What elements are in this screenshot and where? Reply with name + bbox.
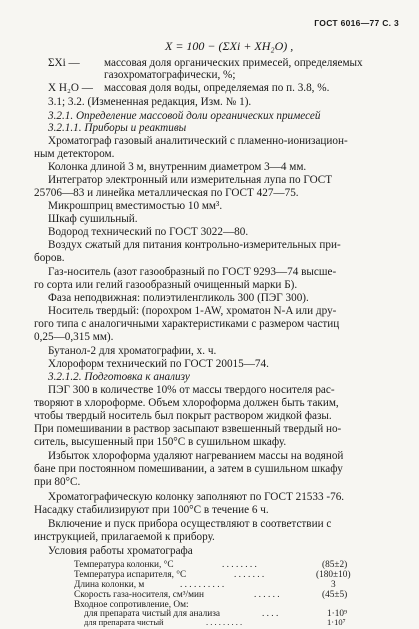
text-line: Воздух сжатый для питания контрольно-измерительных при- xyxy=(48,239,341,251)
text-line: Шкаф сушильный. xyxy=(48,213,138,225)
condition-dots: . . . . . . . . xyxy=(222,560,257,570)
formula: X = 100 − (ΣXi + XH₂O) , xyxy=(165,39,294,53)
text-line: Хлороформ технический по ГОСТ 20015—74. xyxy=(48,358,269,370)
condition-dots: . . . . . . xyxy=(254,590,280,600)
text-line: Хроматографическую колонку заполняют по ГОСТ 21533 -76. xyxy=(48,491,345,503)
text-line: Водород технический по ГОСТ 3022—80. xyxy=(48,226,249,238)
condition-label: для препарата чистый xyxy=(84,617,164,627)
text-line: ПЭГ 300 в количестве 10% от массы твердого носителя рас- xyxy=(48,384,335,396)
text-line: бане при постоянном помешивании, а затем в сушильном шкафу xyxy=(34,463,343,475)
condition-label: Температура колонки, °С xyxy=(74,560,174,570)
condition-dots: . . . . . . . xyxy=(234,570,265,580)
condition-label: Входное сопротивление, Ом: xyxy=(74,600,189,610)
text-line: Носитель твердый: (порохром 1-AW, хроматон N-A или дру- xyxy=(48,305,337,317)
def-water-symbol: X H₂O — xyxy=(48,82,93,94)
condition-value: 3 xyxy=(331,580,336,590)
def-sum-symbol: ΣXi — xyxy=(48,57,80,69)
text-line: Микрошприц вместимостью 10 мм³. xyxy=(48,200,223,212)
def-sum-text-cont: газохроматографически, %; xyxy=(104,69,236,81)
condition-dots: . . . . . . . . . xyxy=(206,617,243,627)
text-line: Хроматограф газовый аналитический с пламенно-ионизацион- xyxy=(48,135,348,147)
text-line: Колонка длиной 3 м, внутренним диаметром 3—4 мм. xyxy=(48,161,307,173)
text-line: Бутанол-2 для хроматографии, х. ч. xyxy=(48,345,217,357)
condition-label: для препарата чистый для анализа xyxy=(84,609,221,619)
def-water-text: массовая доля воды, определяемая по п. 3.8, %. xyxy=(104,82,330,94)
text-line: инструкцией, прилагаемой к прибору. xyxy=(34,531,215,543)
condition-value: (85±2) xyxy=(322,560,348,570)
text-line: творяют в хлороформе. Объем хлороформа должен быть таким, xyxy=(34,397,339,409)
text-line: Включение и пуск прибора осуществляют в соответствии с xyxy=(48,518,332,530)
text-line: 0,25—0,315 мм). xyxy=(34,331,114,343)
condition-value: (45±5) xyxy=(322,590,348,600)
text-line: Интегратор электронный или измерительная лупа по ГОСТ xyxy=(48,174,333,186)
text-line: При помешивании в раствор засыпают взвешенный твердый но- xyxy=(34,423,342,435)
text-line: ным детектором. xyxy=(34,148,115,160)
condition-dots: . . . . xyxy=(262,609,279,619)
page-header: ГОСТ 6016—77 С. 3 xyxy=(314,18,399,28)
text-line: чтобы твердый носитель был покрыт раствором жидкой фазы. xyxy=(34,410,332,422)
subsection-title: 3.2.1.1. Приборы и реактивы xyxy=(48,122,187,134)
def-sum-text: массовая доля органических примесей, определяемых xyxy=(104,57,363,69)
text-line: 25706—83 и линейка металлическая по ГОСТ 427—75. xyxy=(34,187,299,199)
text-line: Фаза неподвижная: полиэтиленгликоль 300 (ПЭГ 300). xyxy=(48,292,309,304)
condition-value: 1·10⁹ xyxy=(327,609,348,619)
section-title: 3.2.1. Определение массовой доли органических примесей xyxy=(48,110,321,122)
text-line: боров. xyxy=(34,252,65,264)
conditions-heading: Условия работы хроматографа xyxy=(48,545,193,557)
text-line: гого типа с аналогичными характеристиками с размером частиц xyxy=(34,318,340,330)
text-line: при 80°С. xyxy=(34,476,81,488)
condition-label: Скорость газа-носителя, см³/мин xyxy=(74,590,204,600)
text-line: Газ-носитель (азот газообразный по ГОСТ 9293—74 высше- xyxy=(48,266,337,278)
condition-value: (180±10) xyxy=(316,570,351,580)
amendment-note: 3.1; 3.2. (Измененная редакция, Изм. № 1). xyxy=(48,96,252,108)
condition-label: Длина колонки, м xyxy=(74,580,145,590)
condition-label: Температура испарителя, °С xyxy=(74,570,187,580)
text-line: Избыток хлороформа удаляют нагреванием массы на водяной xyxy=(48,450,344,462)
text-line: ситель, высушенный при 150°С в сушильном шкафу. xyxy=(34,436,287,448)
text-line: го сорта или гелий газообразный очищенный марки Б). xyxy=(34,279,298,291)
subsection-title: 3.2.1.2. Подготовка к анализу xyxy=(48,371,190,383)
text-line: Насадку стабилизируют при 100°С в течение 6 ч. xyxy=(34,504,269,516)
condition-value: 1·10⁷ xyxy=(327,617,346,627)
condition-dots: . . . . . . . . . . xyxy=(180,580,225,590)
